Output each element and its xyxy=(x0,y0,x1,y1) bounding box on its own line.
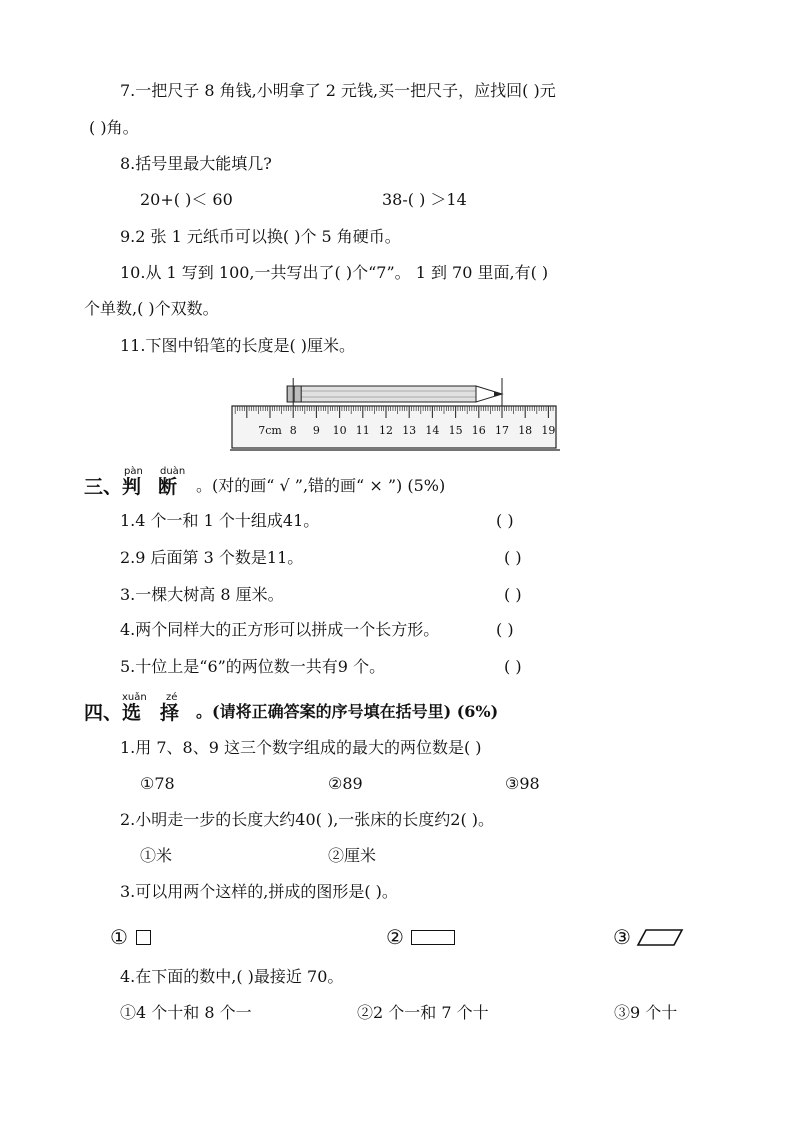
sec4-q3-option-1: ① xyxy=(110,925,128,949)
pencil-body xyxy=(287,386,476,402)
sec4-pinyin-2: zé xyxy=(166,692,178,703)
q7-line1: 7.一把尺子 8 角钱,小明拿了 2 元钱,买一把尺子，应找回( )元 xyxy=(120,81,556,100)
q8-item-a: 20+( )＜ 60 xyxy=(140,190,233,209)
sec3-pinyin-1: pàn xyxy=(124,466,143,477)
ruler-label: 19 xyxy=(541,424,556,437)
q10-line1: 10.从 1 写到 100,一共写出了( )个“7”。 1 到 70 里面,有( ) xyxy=(120,263,549,282)
ruler-label: 11 xyxy=(355,424,370,437)
sec4-q2-text: 2.小明走一步的长度大约40( ),一张床的长度约2( )。 xyxy=(120,810,495,829)
sec4-char-2: 择 xyxy=(160,702,180,724)
sec3-item-4-answer: ( ) xyxy=(496,620,514,639)
sec3-item-5-answer: ( ) xyxy=(504,657,522,676)
q8-title: 8.括号里最大能填几? xyxy=(120,154,272,173)
sec3-item-2: 2.9 后面第 3 个数是11。 xyxy=(120,548,304,567)
ruler-label: 17 xyxy=(495,424,509,437)
q11-text: 11.下图中铅笔的长度是( )厘米。 xyxy=(120,336,356,355)
sec3-item-2-answer: ( ) xyxy=(504,548,522,567)
sec3-item-5: 5.十位上是“6”的两位数一共有9 个。 xyxy=(120,657,386,676)
ruler-label: 16 xyxy=(471,424,486,437)
sec4-q4-option-1: ①4 个十和 8 个一 xyxy=(120,1003,252,1022)
rectangle-shape-icon xyxy=(411,930,455,945)
ruler-label: 7cm xyxy=(258,424,282,437)
sec3-description: 。(对的画“ √ ”,错的画“ × ”) (5%) xyxy=(196,476,446,495)
ruler-label: 12 xyxy=(379,424,393,437)
sec4-q4-option-2: ②2 个一和 7 个十 xyxy=(357,1003,489,1022)
parallelogram-shape-icon xyxy=(636,929,684,947)
ruler-label: 8 xyxy=(289,424,297,437)
sec3-char-2: 断 xyxy=(158,476,178,498)
ruler-label: 9 xyxy=(312,424,320,437)
square-shape-icon xyxy=(136,930,151,945)
sec4-q1-option-3: ③98 xyxy=(505,774,540,793)
sec4-q3-text: 3.可以用两个这样的,拼成的图形是( )。 xyxy=(120,882,398,901)
sec3-pinyin-2: duàn xyxy=(160,466,186,477)
sec3-char-1: 判 xyxy=(122,476,142,498)
sec4-q1-text: 1.用 7、8、9 这三个数字组成的最大的两位数是( ) xyxy=(120,738,482,757)
sec3-item-4: 4.两个同样大的正方形可以拼成一个长方形。 xyxy=(120,620,440,639)
sec3-item-1-answer: ( ) xyxy=(496,511,514,530)
sec3-item-3-answer: ( ) xyxy=(504,585,522,604)
q9-text: 9.2 张 1 元纸币可以换( )个 5 角硬币。 xyxy=(120,227,401,246)
ruler-figure xyxy=(230,378,560,454)
sec4-q2-option-2: ②厘米 xyxy=(328,846,377,865)
ruler-label: 18 xyxy=(518,424,533,437)
sec4-q1-option-2: ②89 xyxy=(328,774,363,793)
sec4-char-1: 选 xyxy=(122,702,142,724)
sec4-q2-option-1: ①米 xyxy=(140,846,173,865)
sec4-q4-text: 4.在下面的数中,( )最接近 70。 xyxy=(120,967,344,986)
q8-item-b: 38-( ) ＞14 xyxy=(382,190,467,209)
ruler-label: 13 xyxy=(402,424,417,437)
sec3-item-1: 1.4 个一和 1 个十组成41。 xyxy=(120,511,320,530)
sec4-number: 四、 xyxy=(84,702,123,724)
sec3-number: 三、 xyxy=(84,476,123,498)
q10-line2: 个单数,( )个双数。 xyxy=(84,299,219,318)
ruler-label: 14 xyxy=(425,424,440,437)
ruler-label: 15 xyxy=(448,424,463,437)
sec4-pinyin-1: xuǎn xyxy=(122,692,147,703)
sec4-q3-option-3: ③ xyxy=(613,925,631,949)
sec4-q4-option-3: ③9 个十 xyxy=(614,1003,678,1022)
sec4-description: 。(请将正确答案的序号填在括号里) (6%) xyxy=(196,702,499,721)
sec3-item-3: 3.一棵大树高 8 厘米。 xyxy=(120,585,284,604)
sec4-q3-option-2: ② xyxy=(386,925,404,949)
sec4-q1-option-1: ①78 xyxy=(140,774,175,793)
q7-line2: ( )角。 xyxy=(89,118,139,137)
ruler-label: 10 xyxy=(332,424,347,437)
